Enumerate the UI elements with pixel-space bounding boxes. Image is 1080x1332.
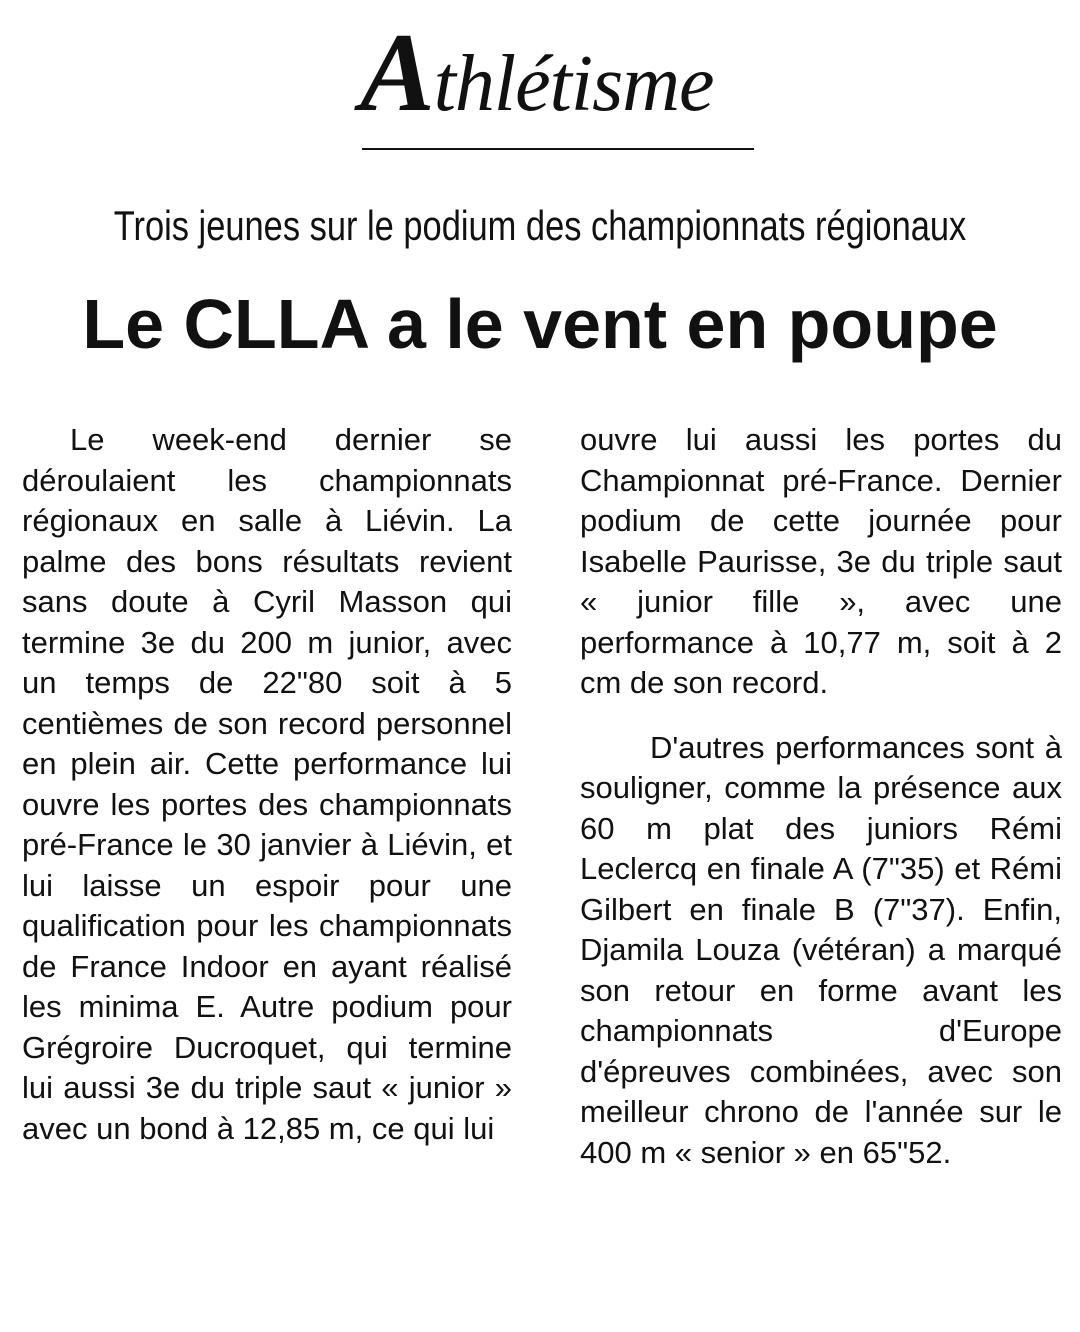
section-title-initial: A [360,11,434,135]
section-title-underline [362,148,754,150]
article-paragraph: D'autres performances sont à souligner, comme la présence aux 60 m plat des juniors Rémi Leclercq en finale A (7"35) et Rémi Gilbert en finale B (7"37). Enfin, Djamila Louza (vétéran) a marqué son retour en forme avant les championnats d'Europe d'épreuves combinées, avec son meilleur chrono de l'année sur le 400 m « senior » en 65"52. [580,729,1062,1170]
article-column-left [22,420,512,1149]
article-column-right [580,420,1062,1173]
article-headline: Le CLLA a le vent en poupe [82,285,998,363]
article-paragraph: Le week-end dernier se déroulaient les championnats régionaux en salle à Liévin. La palme des bons résultats revient sans doute à Cyril Masson qui termine 3e du 200 m junior, avec un temps de 22"80 soit à 5 centièmes de son record personnel en plein air. Cette performance lui ouvre les portes des championnats pré-France le 30 janvier à Liévin, et lui laisse un espoir pour une qualification pour les championnats de France Indoor en ayant réalisé les minima E. Autre podium pour Grégroire Ducroquet, qui termine lui aussi 3e du triple saut « junior » avec un bond à 12,85 m, ce qui lui [22,422,512,1146]
article-paragraph-continued: ouvre lui aussi les portes du Championnat pré-France. Dernier podium de cette journée pour Isabelle Paurisse, 3e du triple saut « junior fille », avec une performance à 10,77 m, soit à 2 cm de son record. [580,422,1062,700]
section-title [360,11,760,139]
article-kicker: Trois jeunes sur le podium des championnats régionaux [113,202,967,249]
section-title-rest: thlétisme [433,40,714,128]
